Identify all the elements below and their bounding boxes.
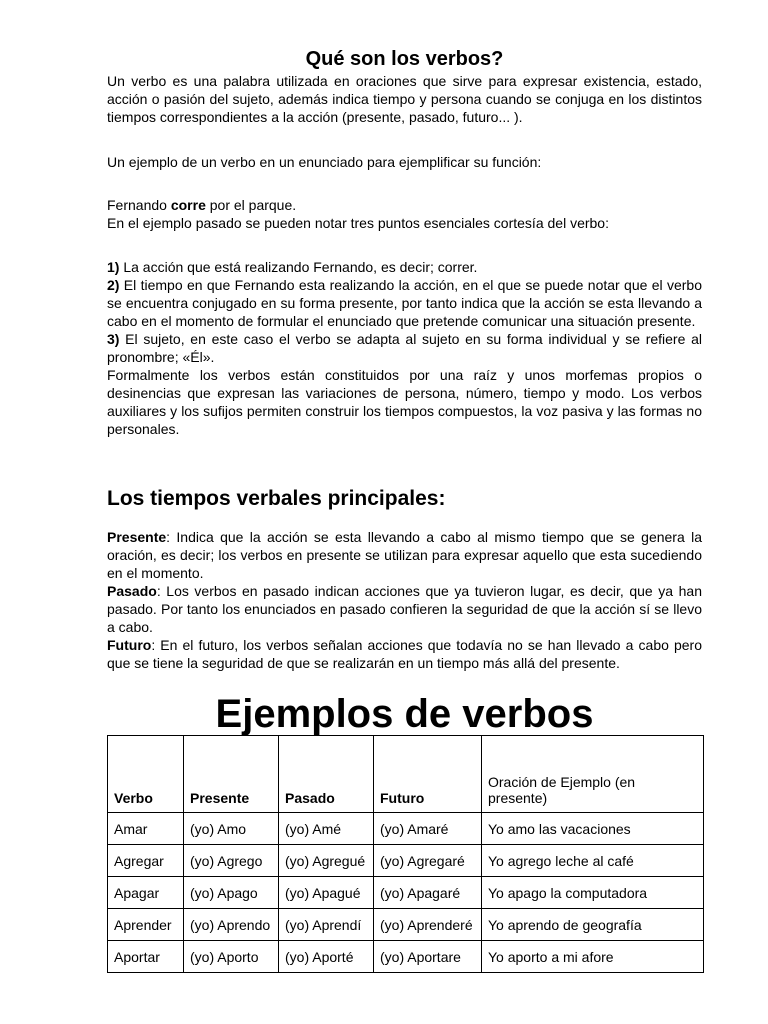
intro-paragraph [107, 72, 702, 126]
cell-pasado: (yo) Amé [279, 813, 374, 845]
intro-text: Un verbo es una palabra utilizada en oraciones que sirve para expresar existencia, estado, acción o pasión del sujeto, además indica tiempo y persona cuando se conjuga en los distintos tiempos correspondientes a la acción (presente, pasado, futuro... ). [107, 73, 702, 125]
tense-presente-name: Presente [107, 529, 167, 545]
cell-verbo: Aprender [108, 909, 184, 941]
tense-presente [107, 528, 702, 582]
tenses-heading: Los tiempos verbales principales: [107, 487, 446, 510]
cell-oracion: Yo aporto a mi afore [482, 941, 704, 973]
cell-presente: (yo) Apago [184, 877, 279, 909]
table-row [108, 845, 704, 877]
cell-presente: (yo) Aprendo [184, 909, 279, 941]
cell-pasado: (yo) Apagué [279, 877, 374, 909]
example-note: En el ejemplo pasado se pueden notar tres puntos esenciales cortesía del verbo: [107, 215, 609, 231]
tense-pasado [107, 582, 702, 636]
point-3-num: 3) [107, 331, 120, 347]
cell-verbo: Aportar [108, 941, 184, 973]
cell-pasado: (yo) Agregué [279, 845, 374, 877]
table-row [108, 813, 704, 845]
verbs-table [107, 735, 704, 973]
point-1 [107, 258, 702, 276]
cell-pasado: (yo) Aprendí [279, 909, 374, 941]
example-before: Fernando [107, 197, 171, 213]
page-title: Qué son los verbos? [305, 48, 504, 70]
example-after: por el parque. [205, 197, 297, 213]
header-oracion: Oración de Ejemplo (en presente) [482, 736, 704, 813]
header-verbo: Verbo [108, 736, 184, 813]
formal-text: Formalmente los verbos están constituidos por una raíz y unos morfemas propios o desinencias que expresan las variaciones de persona, número, tiempo y modo. Los verbos auxiliares y los sufijos permiten construir los tiempos compuestos, la voz pasiva y las formas no personales. [107, 367, 702, 437]
cell-oracion: Yo aprendo de geografía [482, 909, 704, 941]
cell-futuro: (yo) Aportare [374, 941, 482, 973]
cell-futuro: (yo) Aprenderé [374, 909, 482, 941]
example-sentence [107, 196, 702, 214]
cell-oracion: Yo apago la computadora [482, 877, 704, 909]
cell-presente: (yo) Aporto [184, 941, 279, 973]
tenses-section [107, 528, 702, 672]
example-verb: corre [170, 197, 206, 213]
header-futuro: Futuro [374, 736, 482, 813]
cell-presente: (yo) Amo [184, 813, 279, 845]
table-row [108, 941, 704, 973]
tense-futuro-name: Futuro [107, 637, 152, 653]
header-pasado: Pasado [279, 736, 374, 813]
points-section [107, 258, 702, 438]
table-row [108, 909, 704, 941]
example-intro-paragraph [107, 153, 702, 171]
cell-verbo: Agregar [108, 845, 184, 877]
tense-pasado-name: Pasado [107, 583, 157, 599]
header-presente: Presente [184, 736, 279, 813]
cell-futuro: (yo) Agregaré [374, 845, 482, 877]
point-2 [107, 276, 702, 330]
example-intro-text: Un ejemplo de un verbo en un enunciado para ejemplificar su función: [107, 154, 542, 170]
cell-verbo: Apagar [108, 877, 184, 909]
point-2-num: 2) [107, 277, 120, 293]
tense-pasado-text: : Los verbos en pasado indican acciones que ya tuvieron lugar, es decir, que ya han pasado. Por tanto los enunciados en pasado confieren la seguridad de que la acción sí se llevo a cabo. [107, 583, 702, 635]
cell-presente: (yo) Agrego [184, 845, 279, 877]
tense-futuro-text: : En el futuro, los verbos señalan acciones que todavía no se han llevado a cabo pero que se tiene la seguridad de que se realizarán en un tiempo más allá del presente. [107, 637, 702, 671]
cell-futuro: (yo) Amaré [374, 813, 482, 845]
table-row [108, 877, 704, 909]
examples-heading: Ejemplos de verbos [215, 692, 594, 736]
table-header-row [108, 736, 704, 813]
point-1-num: 1) [107, 259, 120, 275]
point-3-text: El sujeto, en este caso el verbo se adapta al sujeto en su forma individual y se refiere al pronombre; «Él». [107, 331, 702, 365]
tense-presente-text: : Indica que la acción se esta llevando a cabo al mismo tiempo que se genera la oración, es decir; los verbos en presente se utilizan para expresar aquello que esta sucediendo en el momento. [107, 529, 702, 581]
cell-futuro: (yo) Apagaré [374, 877, 482, 909]
point-1-text: La acción que está realizando Fernando, es decir; correr. [119, 259, 478, 275]
tense-futuro [107, 636, 702, 672]
cell-pasado: (yo) Aporté [279, 941, 374, 973]
point-2-text: El tiempo en que Fernando esta realizando la acción, en el que se puede notar que el verbo se encuentra conjugado en su forma presente, por tanto indica que la acción se esta llevando a cabo en el momento de formular el enunciado que pretende comunicar una situación presente. [107, 277, 702, 329]
point-3 [107, 330, 702, 366]
cell-oracion: Yo agrego leche al café [482, 845, 704, 877]
cell-oracion: Yo amo las vacaciones [482, 813, 704, 845]
cell-verbo: Amar [108, 813, 184, 845]
example-paragraph [107, 196, 702, 232]
